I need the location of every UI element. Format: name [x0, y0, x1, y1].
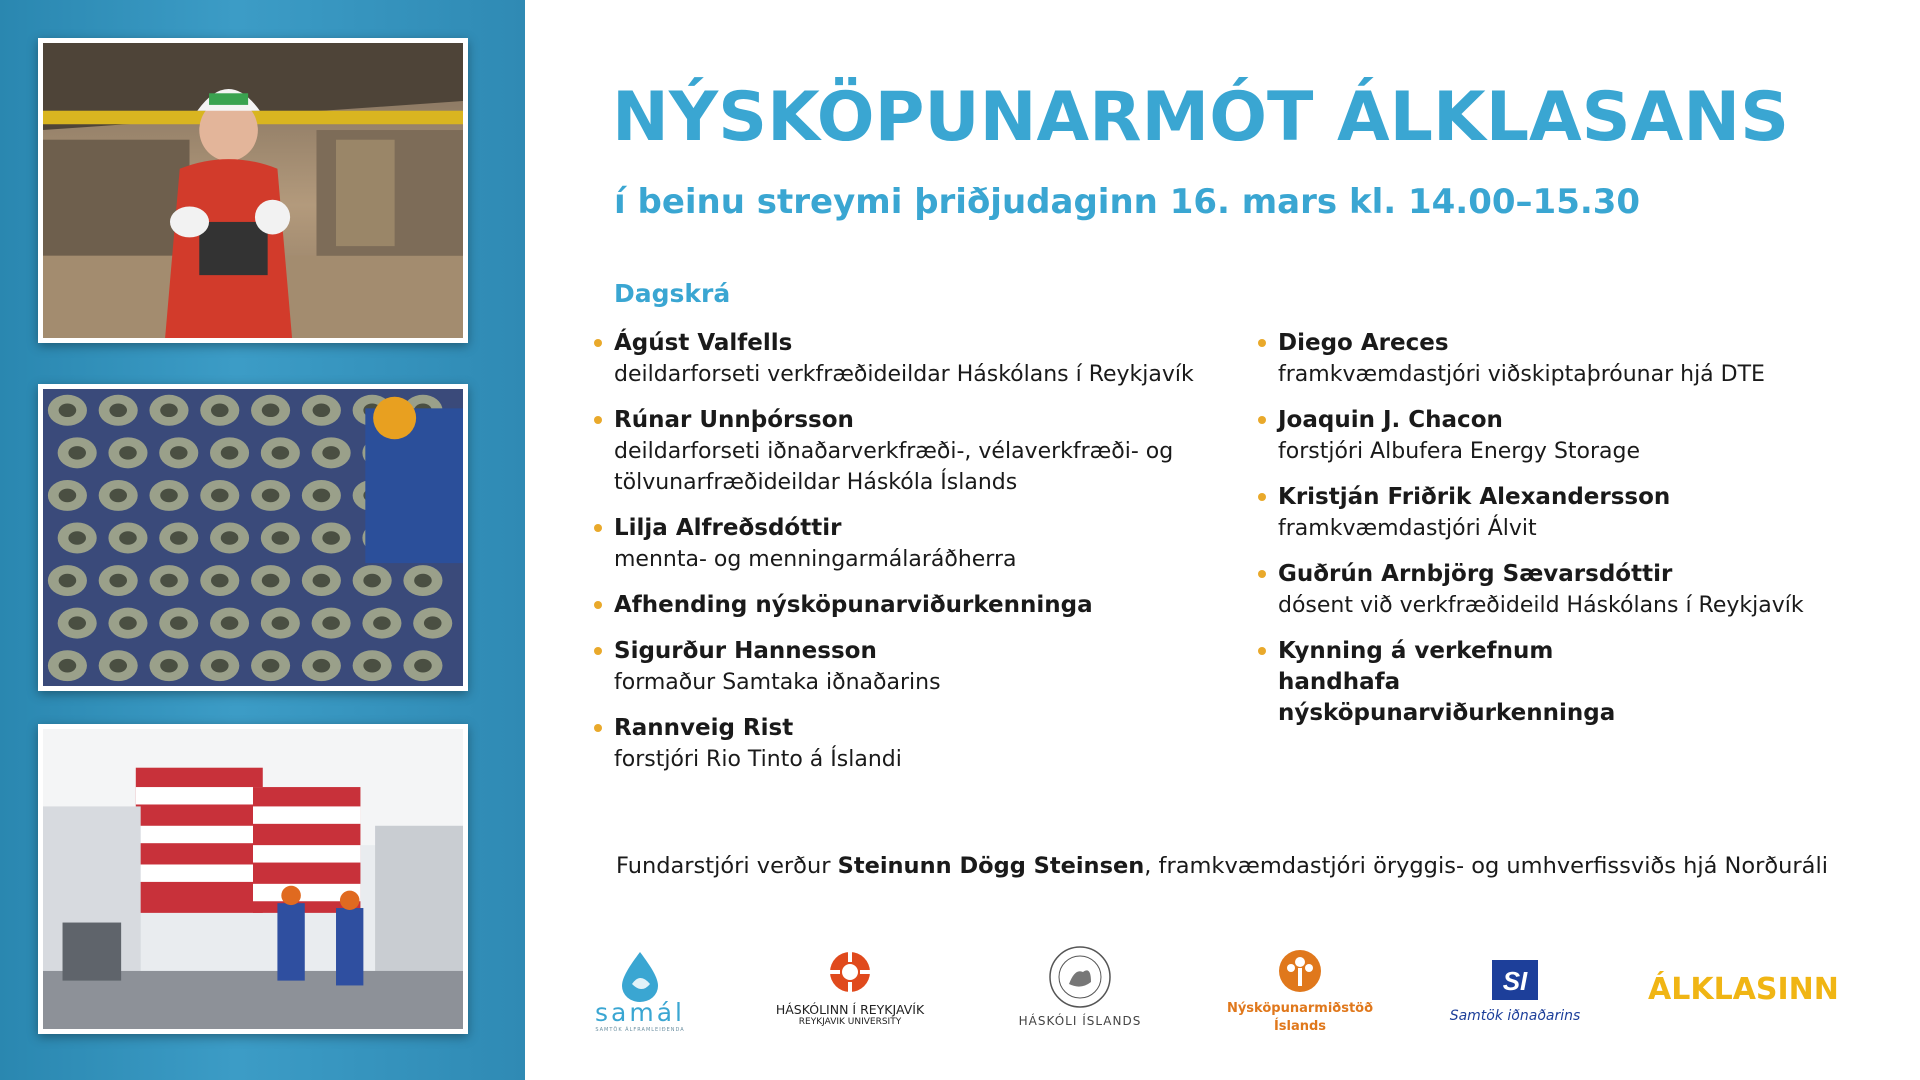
- nmi-tree-icon: [1277, 948, 1323, 994]
- agenda-item-name: Rannveig Rist: [614, 715, 794, 741]
- bullet-icon: [1258, 339, 1266, 347]
- bullet-icon: [594, 601, 602, 609]
- machinery-ring-hole: [119, 531, 137, 545]
- agenda-item-name: Kynning á verkefnum handhafa nýsköpunarviðurkenninga: [1278, 638, 1616, 726]
- agenda-item: [1258, 482, 1898, 544]
- alklasinn-logo-text: ÁLKLASINN: [1648, 972, 1839, 1007]
- agenda-item-name: Lilja Alfreðsdóttir: [614, 515, 842, 541]
- nmi-logo: [1220, 948, 1380, 1036]
- hi-logo: [1010, 944, 1150, 1028]
- machinery-ring-hole: [363, 659, 381, 673]
- machinery-ring-hole: [313, 659, 331, 673]
- bullet-icon: [1258, 570, 1266, 578]
- agenda-item: [594, 636, 1234, 698]
- machinery-ring-hole: [221, 531, 239, 545]
- agenda-item-role: mennta- og menningarmálaráðherra: [614, 547, 1017, 572]
- machinery-ring-hole: [211, 574, 229, 588]
- machinery-ring-hole: [262, 574, 280, 588]
- machinery-ring-hole: [424, 616, 442, 630]
- moderator-suffix: , framkvæmdastjóri öryggis- og umhverfissviðs hjá Norðuráli: [1144, 853, 1828, 879]
- hi-seal-icon: [1047, 944, 1113, 1010]
- machinery-ring-hole: [363, 574, 381, 588]
- machinery-ring-hole: [119, 446, 137, 460]
- agenda-item: [594, 513, 1234, 575]
- bullet-icon: [594, 339, 602, 347]
- bullet-icon: [594, 524, 602, 532]
- bullet-icon: [594, 647, 602, 655]
- hr-emblem-icon: [826, 948, 874, 996]
- samal-logo: [590, 950, 690, 1033]
- agenda-item: [594, 328, 1234, 390]
- machinery-ring-hole: [160, 574, 178, 588]
- hr-logo-subname: REYKJAVIK UNIVERSITY: [798, 1017, 902, 1027]
- agenda-item-name: Kristján Friðrik Alexandersson: [1278, 484, 1671, 510]
- agenda-item-role: framkvæmdastjóri Álvit: [1278, 516, 1537, 541]
- machinery-ring-hole: [211, 404, 229, 418]
- machinery-ring-hole: [68, 616, 86, 630]
- samal-drop-icon: [618, 950, 662, 1002]
- si-logo: [1440, 958, 1590, 1024]
- photo-machinery-rows: [38, 384, 468, 691]
- agenda-item: [594, 590, 1234, 621]
- agenda-column-left: [594, 328, 1234, 790]
- agenda-item-role: framkvæmdastjóri viðskiptaþróunar hjá DTE: [1278, 362, 1765, 387]
- machinery-ring-hole: [272, 531, 290, 545]
- agenda-item-name: Ágúst Valfells: [614, 330, 793, 356]
- machinery-ring-hole: [322, 616, 340, 630]
- agenda-item-role: forstjóri Rio Tinto á Íslandi: [614, 747, 902, 772]
- agenda-item-name: Guðrún Arnbjörg Sævarsdóttir: [1278, 561, 1673, 587]
- samal-logo-text: samál: [595, 998, 685, 1027]
- machinery-ring-hole: [313, 489, 331, 503]
- si-logo-name: Samtök iðnaðarins: [1449, 1008, 1581, 1024]
- bullet-icon: [594, 724, 602, 732]
- machinery-ring-hole: [272, 446, 290, 460]
- machinery-ring-hole: [109, 404, 127, 418]
- machinery-ring-hole: [109, 574, 127, 588]
- photo-worker-with-remote: [38, 38, 468, 343]
- agenda-item: [1258, 405, 1898, 467]
- machinery-ring-hole: [272, 616, 290, 630]
- agenda-item-role: deildarforseti iðnaðarverkfræði-, vélaverkfræði- og tölvunarfræðideildar Háskóla Íslands: [614, 439, 1174, 495]
- machinery-ring-hole: [68, 446, 86, 460]
- machinery-ring-hole: [211, 489, 229, 503]
- machinery-ring-hole: [221, 446, 239, 460]
- agenda-item: [594, 405, 1234, 498]
- bullet-icon: [1258, 493, 1266, 501]
- machinery-ring-hole: [160, 489, 178, 503]
- agenda-item-role: forstjóri Albufera Energy Storage: [1278, 439, 1641, 464]
- machinery-ring-hole: [373, 616, 391, 630]
- si-badge-text: SI: [1502, 966, 1528, 996]
- si-badge-icon: [1490, 958, 1540, 1002]
- agenda-item-name: Rúnar Unnþórsson: [614, 407, 854, 433]
- samal-logo-subtext: SAMTÖK ÁLFRAMLEIÐENDA: [595, 1027, 685, 1033]
- machinery-ring-hole: [68, 531, 86, 545]
- agenda-item-name: Joaquin J. Chacon: [1278, 407, 1503, 433]
- page-title: NÝSKÖPUNARMÓT ÁLKLASANS: [612, 78, 1790, 157]
- machinery-ring-hole: [262, 404, 280, 418]
- bullet-icon: [594, 416, 602, 424]
- agenda-heading: Dagskrá: [614, 279, 731, 308]
- moderator-prefix: Fundarstjóri verður: [616, 853, 838, 879]
- machinery-ring-hole: [221, 616, 239, 630]
- agenda-item: [594, 713, 1234, 775]
- machinery-ring-hole: [322, 446, 340, 460]
- photo-factory-silos: [38, 724, 468, 1034]
- agenda-item-role: deildarforseti verkfræðideildar Háskólans í Reykjavík: [614, 362, 1194, 387]
- hi-logo-name: HÁSKÓLI ÍSLANDS: [1018, 1014, 1142, 1028]
- bullet-icon: [1258, 416, 1266, 424]
- agenda-item-role: dósent við verkfræðideild Háskólans í Reykjavík: [1278, 593, 1804, 618]
- machinery-ring-hole: [109, 489, 127, 503]
- left-photo-panel: [0, 0, 525, 1080]
- machinery-ring-hole: [262, 489, 280, 503]
- agenda-item: [1258, 559, 1898, 621]
- machinery-ring-hole: [262, 659, 280, 673]
- machinery-ring-hole: [211, 659, 229, 673]
- machinery-ring-hole: [414, 659, 432, 673]
- hr-logo: [760, 948, 940, 1027]
- machinery-ring-hole: [313, 574, 331, 588]
- agenda-column-right: [1258, 328, 1898, 744]
- machinery-ring-hole: [119, 616, 137, 630]
- machinery-ring-hole: [59, 489, 77, 503]
- nmi-logo-line2: Íslands: [1273, 1019, 1327, 1034]
- moderator-line: [616, 853, 1828, 879]
- agenda-item-name: Diego Areces: [1278, 330, 1449, 356]
- machinery-ring-hole: [170, 531, 188, 545]
- machinery-ring-hole: [59, 659, 77, 673]
- worker-helmet: [373, 397, 416, 440]
- moderator-name: Steinunn Dögg Steinsen: [837, 853, 1145, 879]
- alklasinn-logo: [1648, 972, 1838, 1007]
- bullet-icon: [1258, 647, 1266, 655]
- machinery-ring-hole: [160, 659, 178, 673]
- agenda-item-name: Sigurður Hannesson: [614, 638, 877, 664]
- agenda-item-role: formaður Samtaka iðnaðarins: [614, 670, 941, 695]
- machinery-ring-hole: [109, 659, 127, 673]
- agenda-item: [1258, 636, 1678, 729]
- machinery-ring-hole: [160, 404, 178, 418]
- machinery-ring-hole: [59, 404, 77, 418]
- hr-logo-name: HÁSKÓLINN Í REYKJAVÍK: [775, 1002, 925, 1017]
- machinery-ring-hole: [170, 446, 188, 460]
- machinery-ring-hole: [322, 531, 340, 545]
- machinery-ring-hole: [59, 574, 77, 588]
- machinery-ring-hole: [414, 574, 432, 588]
- agenda-item-name: Afhending nýsköpunarviðurkenninga: [614, 592, 1093, 618]
- nmi-logo-line1: Nýsköpunarmiðstöð: [1226, 1001, 1374, 1016]
- event-subtitle: í beinu streymi þriðjudaginn 16. mars kl. 14.00–15.30: [614, 182, 1641, 222]
- nmi-logo-name: [1220, 1000, 1380, 1036]
- agenda-item: [1258, 328, 1898, 390]
- machinery-ring-hole: [313, 404, 331, 418]
- machinery-ring-hole: [170, 616, 188, 630]
